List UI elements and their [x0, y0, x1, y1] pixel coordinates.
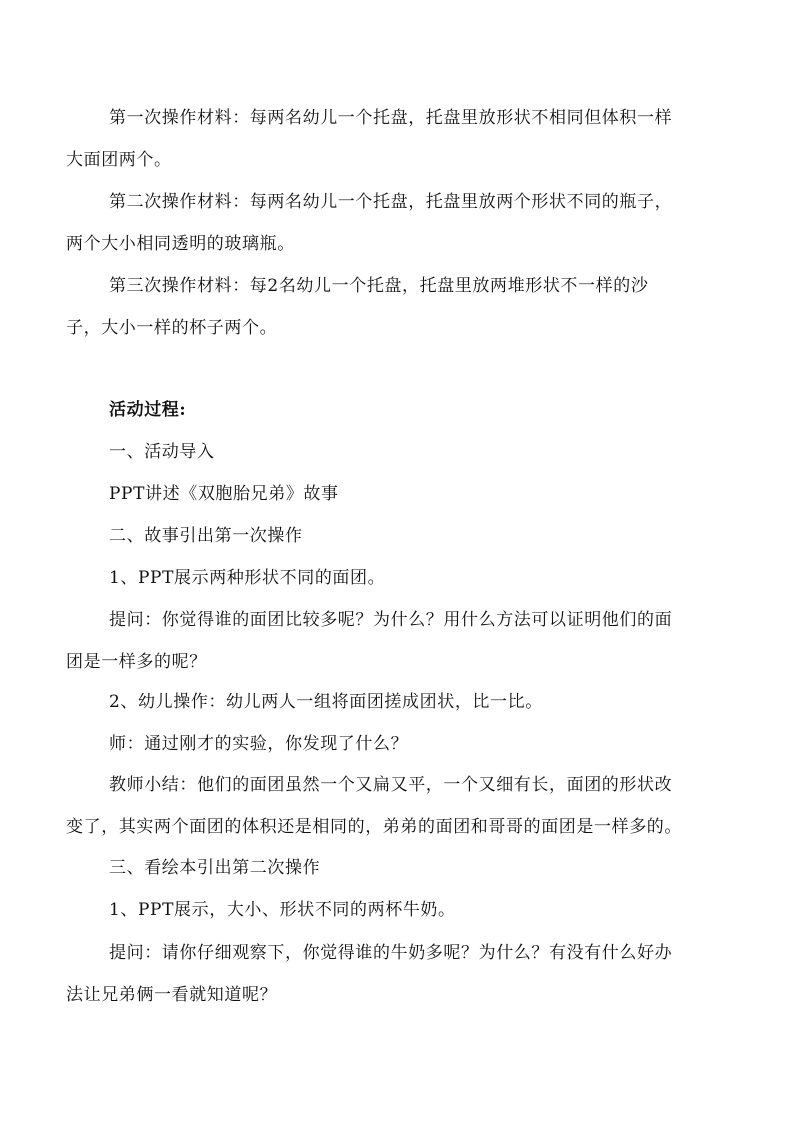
section2-summary-line1: 教师小结：他们的面团虽然一个又扁又平，一个又细有长，面团的形状改	[109, 775, 673, 795]
material-second-line1: 第二次操作材料：每两名幼儿一个托盘，托盘里放两个形状不同的瓶子，	[109, 192, 673, 212]
section1-title: 一、活动导入	[109, 442, 215, 462]
section3-question-line2: 法让兄弟俩一看就知道呢？	[66, 985, 278, 1005]
section2-title: 二、故事引出第一次操作	[109, 526, 303, 546]
material-first-line2: 大面团两个。	[66, 150, 172, 170]
section1-text: PPT讲述《双胞胎兄弟》故事	[109, 484, 339, 504]
section3-item1: 1、PPT展示，大小、形状不同的两杯牛奶。	[109, 900, 456, 920]
section2-teacher: 师：通过刚才的实验，你发现了什么？	[109, 734, 409, 754]
section2-question-line1: 提问：你觉得谁的面团比较多呢？为什么？用什么方法可以证明他们的面	[109, 610, 673, 630]
material-first-line1: 第一次操作材料：每两名幼儿一个托盘，托盘里放形状不相同但体积一样	[109, 108, 673, 128]
section2-item2: 2、幼儿操作：幼儿两人一组将面团搓成团状，比一比。	[109, 692, 543, 712]
section3-question-line1: 提问：请你仔细观察下，你觉得谁的牛奶多呢？为什么？有没有什么好办	[109, 943, 673, 963]
section2-summary-line2: 变了，其实两个面团的体积还是相同的，弟弟的面团和哥哥的面团是一样多的。	[66, 817, 682, 837]
section3-title: 三、看绘本引出第二次操作	[109, 858, 321, 878]
section2-item1: 1、PPT展示两种形状不同的面团。	[109, 568, 386, 588]
material-second-line2: 两个大小相同透明的玻璃瓶。	[66, 234, 295, 254]
section2-question-line2: 团是一样多的呢？	[66, 652, 207, 672]
process-heading: 活动过程:	[109, 400, 187, 420]
material-third-line2: 子，大小一样的杯子两个。	[66, 318, 278, 338]
material-third-line1: 第三次操作材料：每2名幼儿一个托盘，托盘里放两堆形状不一样的沙	[109, 276, 649, 296]
